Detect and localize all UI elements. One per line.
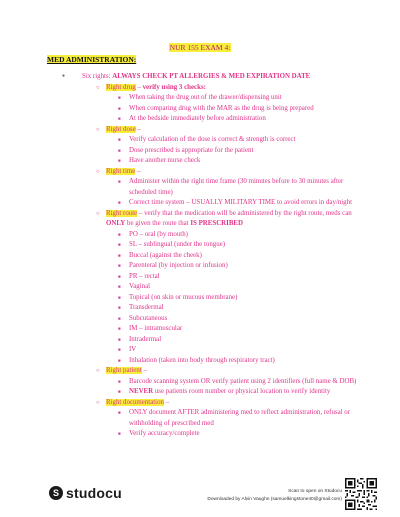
list-item: ■ Buccal (against the cheek): [60, 251, 372, 262]
list-item: ■ When comparing drug with the MAR as the drug is being prepared: [60, 104, 372, 115]
dash: –: [141, 367, 147, 374]
list-item: ■ Barcode scanning system OR verify patient using 2 identifiers (full name & DOB): [60, 377, 372, 388]
list-item: ■ Administer within the right time frame (30 minutes before to 30 minutes after scheduled time): [60, 177, 372, 198]
route-only: ONLY: [106, 220, 126, 227]
page-title: [0, 43, 400, 52]
list-item: ■ PO – oral (by mouth): [60, 230, 372, 241]
list-item: ■ Parenteral (by injection or infusion): [60, 261, 372, 272]
list-item: ■ Intradermal: [60, 335, 372, 346]
notes-body: [60, 72, 372, 440]
six-rights-intro: Six rights:: [82, 73, 111, 80]
downloaded-by: Downloaded by Alvin Vaughn (samuelkingstone40@gmail.com): [207, 497, 342, 502]
right-drug-desc: verify using 3 checks:: [142, 83, 206, 91]
list-item: ■ Verify accuracy/complete: [60, 429, 372, 440]
six-rights-item: [60, 72, 372, 83]
list-item: ■ IV: [60, 345, 372, 356]
route-desc: – verify that the medication will be administered by the right route, meds can: [137, 209, 352, 217]
route-desc-2: be given the route that: [125, 220, 191, 227]
list-item: ■ Inhalation (taken into body through respiratory tract): [60, 356, 372, 367]
footer-text: [207, 488, 342, 504]
list-item: ■ IM – intramuscular: [60, 324, 372, 335]
right-route-item: [60, 209, 372, 230]
list-item: ■ At the bedside immediately before administration: [60, 114, 372, 125]
list-item: ■ Vaginal: [60, 282, 372, 293]
never-rest: use patients room number or physical location to verify identity: [153, 388, 331, 395]
right-drug-item: [60, 83, 372, 94]
studocu-logo[interactable]: [49, 485, 122, 501]
six-rights-caps: ALWAYS CHECK PT ALLERGIES & MED EXPIRATION DATE: [112, 73, 311, 80]
right-patient-item: [60, 366, 372, 377]
right-route-label: Right route: [106, 209, 138, 217]
list-item: ■ Topical (on skin or mucous membrane): [60, 293, 372, 304]
right-dose-item: [60, 125, 372, 136]
list-item: ■ PR – rectal: [60, 272, 372, 283]
list-item: ■ Transdermal: [60, 303, 372, 314]
list-item: ■ SL – sublingual (under the tongue): [60, 240, 372, 251]
right-dose-label: Right dose: [106, 125, 136, 133]
dash: –: [164, 398, 170, 406]
route-prescribed: IS PRESCRIBED: [190, 220, 243, 227]
list-item: ■ Subcutaneous: [60, 314, 372, 325]
list-item: ■ Dose prescribed is appropriate for the patient: [60, 146, 372, 157]
dash: –: [135, 125, 141, 133]
list-item: ■ When taking the drug out of the drawer/dispensing unit: [60, 93, 372, 104]
right-documentation-label: Right documentation: [106, 398, 164, 406]
right-drug-label: Right drug: [106, 83, 136, 91]
right-time-item: [60, 167, 372, 178]
studocu-logo-icon: S: [49, 486, 63, 500]
right-time-label: Right time: [106, 167, 136, 175]
right-documentation-item: [60, 398, 372, 409]
list-item: ■ Correct time system – USUALLY MILITARY TIME to avoid errors in day/night: [60, 198, 372, 209]
never-text: NEVER: [129, 388, 154, 395]
dash: –: [135, 83, 143, 91]
list-item: ■ ONLY document AFTER administering med to reflect administration, refusal or withholding of prescribed med: [60, 408, 372, 429]
qr-code-icon[interactable]: [345, 478, 377, 510]
dash: –: [135, 167, 141, 175]
course-title: NUR 155 EXAM 4:: [169, 43, 231, 52]
right-patient-label: Right patient: [106, 367, 142, 374]
studocu-logo-text: studocu: [66, 485, 122, 501]
list-item: ■ Have another nurse check: [60, 156, 372, 167]
list-item: ■ Verify calculation of the dose is correct & strength is correct: [60, 135, 372, 146]
scan-label: Scan to open on Studocu: [288, 489, 342, 494]
list-item: [60, 387, 372, 398]
section-heading: MED ADMINISTRATION:: [47, 55, 137, 64]
